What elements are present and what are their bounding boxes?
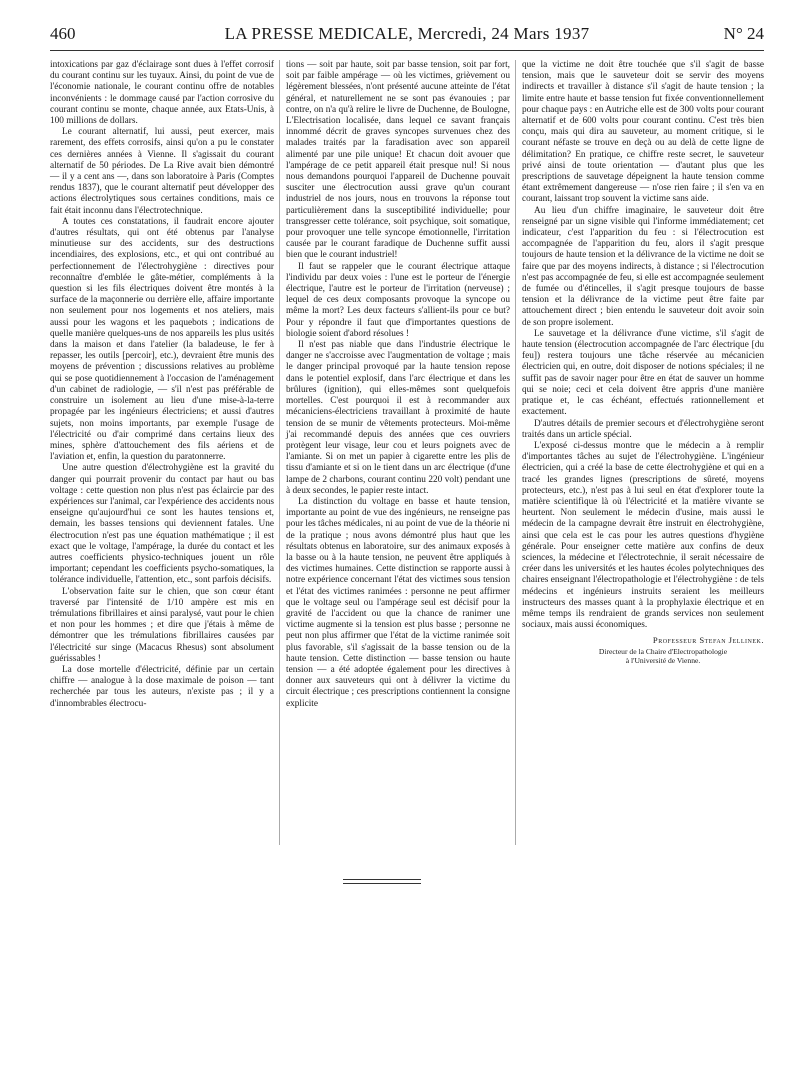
paragraph: intoxications par gaz d'éclairage sont dues à l'effet corrosif du courant continu sur les tuyaux. Ainsi, du point de vue de l'économie nationale, le courant continu offre de notables inconvénients : le dommage causé par l'action corrosive du courant continu se monte, chaque année, aux Etats-Unis, à 100 millions de dollars. bbox=[50, 60, 274, 127]
paragraph: Il faut se rappeler que le courant électrique attaque l'individu par deux voies : l'une est le porteur de l'énergie électrique, l'autre est le porteur de l'irritation (nerveuse) ; lequel de ces deux composants provoque la syncope ou même la mort? Les deux facteurs s'allient-ils pour ce but? Pour y répondre il faut que d'importantes questions de biologie soient d'abord résolues ! bbox=[286, 261, 510, 339]
text-column-2 bbox=[286, 60, 510, 710]
issue-number: N° 24 bbox=[723, 24, 764, 43]
paragraph: La distinction du voltage en basse et haute tension, importante au point de vue des ingénieurs, ne renseigne pas pour les tâches médicales, ni au point de vue de la théorie ni de la pratique ; nous avons démontré plus haut que les résultats obtenus en laboratoire, sur des animaux exposés à la basse ou à la haute tension, ne peuvent être appliqués à des victimes humaines. Cette distinction se rapporte aussi à notre expérience concernant l'état des victimes sous tension et l'état des victimes ranimées : personne ne peut affirmer que le voltage seul ou l'ampérage seul est décisif pour la gravité de l'accident ou que la chance de ranimer une victime augmente si la tension est plus basse ; personne ne peut non plus affirmer que l'état de la victime ranimée soit plus favorable, s'il s'agissait de la basse tension ou de la haute tension. Cette distinction — basse tension ou haute tension — a été adoptée également pour les directives à donner aux sauveteurs qui ont à délivrer la victime du circuit électrique ; ces prescriptions contiennent la consigne explicite bbox=[286, 496, 510, 709]
journal-title: LA PRESSE MEDICALE, Mercredi, 24 Mars 1937 bbox=[224, 24, 590, 43]
author-affiliation: Directeur de la Chaire d'Electropathologie bbox=[598, 646, 728, 656]
end-rule bbox=[343, 879, 421, 880]
paragraph: Le sauvetage et la délivrance d'une victime, s'il s'agit de haute tension (électrocution accompagnée de l'arc électrique [du feu]) restera toujours une tâche réservée au mécanicien électricien qui, en outre, doit disposer de notions spéciales; il ne suffit pas de savoir nager pour être en état de sauver un homme qui se noie; ceci et cela doivent être appris d'une manière pratique et, le cas échéant, effectués rationnellement et exactement. bbox=[522, 328, 764, 418]
author-signature bbox=[522, 635, 764, 665]
paragraph: tions — soit par haute, soit par basse tension, soit par fort, soit par faible ampérage — où les victimes, grièvement ou légèrement blessées, n'ont présenté aucune atteinte de l'état général, et naturellement ne se sont pas évanouies ; par contre, on n'a qu'à relire le livre de Duchenne, de Boulogne, L'Electrisation localisée, dans lequel ce savant français innommé décrit de graves syncopes survenues chez des malades traités par la faradisation avec son appareil alimenté par une pile unique! Et chacun doit avouer que l'ampérage de ce petit appareil était presque nul! Si nous nous demandons pourquoi l'appareil de Duchenne pouvait susciter une électrocution aussi grave qu'un courant industriel de nos jours, nous en trouvons la réponse tout particulièrement dans la susceptibilité individuelle; pour transgresser cette tolérance, soit psychique, soit somatique, pour provoquer une telle syncope émotionnelle, l'irritation causée par le courant faradique de Duchenne suffit aussi bien que le courant industriel! bbox=[286, 60, 510, 261]
paragraph: A toutes ces constatations, il faudrait encore ajouter d'autres résultats, qui ont été obtenus par l'analyse minutieuse sur des accidents, sur des destructions incendiaires, des explosions, etc., et qui ont contribué au perfectionnement de l'électrohygiène : directives pour reconnaître d'emblée le gâte-métier, compléments à la question si les fils électriques doivent être montés à la surface de la maçonnerie ou derrière elle, affaire importante non seulement pour nos logements et nos ateliers, mais aussi pour les wagons et les paquebots ; indications de quelle manière quelques-uns de nos appareils les plus usités dans la maison et dans l'atelier (la baladeuse, le fer à repasser, les outils [percoir], etc.), devraient être munis des moyens de prévention ; discussions relatives au problème qui se pose quotidiennement à l'occasion de l'aménagement d'un cabinet de radiologie, — s'il n'est pas préférable de construire un isolement au lieu d'une mise-à-la-terre propagée par les ingénieurs électriciens; et aussi d'autres sujets, non moins importants, par exemple l'usage de l'électricité ou d'air comprimé dans certains lieux des mines, sphère d'attouchement des fils aériens et de l'aviation et, enfin, la question du paratonnerre. bbox=[50, 216, 274, 463]
column-divider bbox=[279, 60, 280, 845]
paragraph: L'observation faite sur le chien, que son cœur étant traversé par l'intensité de 1/10 ampère est mis en trémulations fibrillaires et ainsi paralysé, vaut pour le chien et non pour les hommes ; et dire que j'étais à même de démontrer que les trémulations fibrillaires causées par l'électricité sur singe (Macacus Rhesus) sont absolument guérissables ! bbox=[50, 586, 274, 664]
paragraph: Le courant alternatif, lui aussi, peut exercer, mais rarement, des effets corrosifs, ainsi qu'on a pu le constater ces dernières années à Vienne. Il s'agissait du courant alternatif de 50 périodes. De La Rive avait bien démontré — il y a cent ans —, dans son laboratoire à Paris (Comptes rendus 1837), que le courant alternatif peut développer des actions électrolytiques sous certaines conditions, mais ce fait était inconnu dans l'électrotechnique. bbox=[50, 127, 274, 216]
column-divider bbox=[515, 60, 516, 845]
end-rule bbox=[343, 883, 421, 884]
paragraph: Une autre question d'électrohygiène est la gravité du danger qui pourrait provenir du contact par haut ou bas voltage : cette question non plus n'est pas éclaircie par des expériences sur l'animal, car l'expérience des accidents nous enseigne qu'aujourd'hui ce sont les hautes tensions et, demain, les basses tensions qui deviennent fatales. Une électrocution n'est pas une équation mathématique ; il est exact que le voltage, l'ampérage, la durée du contact et les autres coefficients physico-techniques jouent un rôle important; cependant les coefficients psycho-somatiques, la tolérance individuelle, l'attention, etc., sont parfois décisifs. bbox=[50, 463, 274, 586]
page-header bbox=[50, 24, 764, 48]
paragraph: que la victime ne doit être touchée que s'il s'agit de basse tension, mais que le sauveteur doit se servir des moyens indirects et travailler à distance s'il s'agit de haute tension ; la limite entre haute et basse tension fut fixée conventionnellement pour chaque pays : en Autriche elle est de 300 volts pour courant alternatif et de 600 volts pour courant continu. C'est très bien conçu, mais qui dira au sauveteur, au moment critique, si le courant néfaste se trouve en deçà ou au delà de cette ligne de délimitation? En pratique, ce chiffre reste secret, le sauveteur privé ainsi de toute orientation — d'autant plus que les prescriptions de sauvetage dépeignent la haute tension comme étant extrêmement dangereuse — n'ose rien faire ; il s'en va en courant, laissant trop souvent la victime sans aide. bbox=[522, 60, 764, 205]
header-rule bbox=[50, 50, 764, 51]
page-number: 460 bbox=[50, 24, 76, 43]
author-affiliation: à l'Université de Vienne. bbox=[625, 655, 701, 665]
paragraph: D'autres détails de premier secours et d'électrohygiène seront traités dans un article spécial. bbox=[522, 418, 764, 440]
paragraph: L'exposé ci-dessus montre que le médecin a à remplir d'importantes tâches au sujet de l'électrohygiène. L'ingénieur électricien, qui a créé la base de cette électrohygiène et qui en a tracé les grandes lignes (prescriptions de sûreté, moyens protecteurs, etc.), n'est pas à lui seul en état d'explorer toute la matière scientifique là où l'électricité et la matière vivante se heurtent. Non seulement le médecin d'usine, mais aussi le médecin de la campagne devrait être instruit en électrohygiène, ainsi que cela est le cas pour les autres questions d'hygiène générale. Pour enseigner cette matière aux confins de deux sciences, la médecine et l'électrotechnie, il serait nécessaire de créer dans les universités et les hautes écoles polytechniques des chaires enseignant l'électropathologie et l'électrohygiène : de tels médecins et ingénieurs instruits seraient les meilleurs instructeurs des masses quant à la prophylaxie électrique et en même temps ils rendraient de grands services non seulement sociaux, mais aussi économiques. bbox=[522, 440, 764, 631]
paragraph: La dose mortelle d'électricité, définie par un certain chiffre — analogue à la dose maximale de poison — tant recherchée par tous les auteurs, n'existe pas ; il y a d'innombrables électrocu- bbox=[50, 664, 274, 709]
paragraph: Il n'est pas niable que dans l'industrie électrique le danger ne s'accroisse avec l'augmentation de voltage ; mais le danger principal provoqué par la haute tension repose dans le potentiel explosif, dans l'arc électrique et dans les brûlures (ignition), qui elles-mêmes sont quelquefois mortelles. C'est pourquoi il est à recommander aux mécaniciens-électriciens travaillant à proximité de haute tension de se munir de vêtements protecteurs. Moi-même j'ai recommandé depuis des années que ces ouvriers protègent leur visage, leur cou et leurs poignets avec de l'amiante. Si on met un papier à cigarette entre les plis de tissu d'amiante et si on le tient dans un arc électrique (d'une lampe de 2 charbons, courant continu 220 volt) pendant une à deux secondes, le papier reste intact. bbox=[286, 340, 510, 496]
text-column-1 bbox=[50, 60, 274, 710]
author-name: Professeur Stefan Jellinek. bbox=[652, 635, 764, 646]
paragraph: Au lieu d'un chiffre imaginaire, le sauveteur doit être renseigné par un signe visible qui l'informe immédiatement; cet indicateur, c'est l'apparition du feu : si l'électrocution est accompagnée de l'apparition du feu, alors il s'agit presque toujours de haute tension et la délivrance de la victime ne doit se faire que par des moyens indirects, à distance ; si l'électrocution n'est pas accompagnée de feu, si elle est accompagnée seulement de fumée ou d'étincelles, il s'agit presque toujours de basse tension et la délivrance de la victime peut être faite par attouchement direct ; bien entendu le sauveteur doit avoir soin de son propre isolement. bbox=[522, 205, 764, 328]
text-column-3 bbox=[522, 60, 764, 665]
